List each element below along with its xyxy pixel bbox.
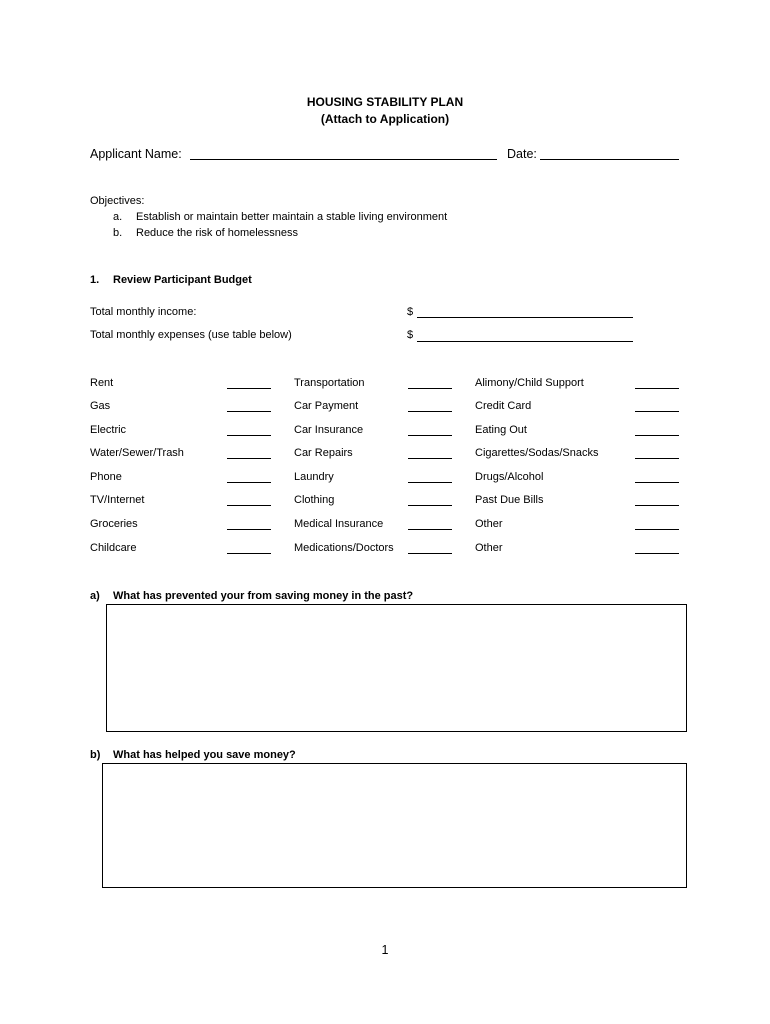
expense-field[interactable] — [635, 529, 679, 530]
section-number: 1. — [90, 274, 100, 286]
expense-field[interactable] — [635, 482, 679, 483]
expense-field[interactable] — [227, 553, 271, 554]
expenses-label: Total monthly expenses (use table below) — [90, 329, 292, 341]
expense-field[interactable] — [227, 411, 271, 412]
form-title: HOUSING STABILITY PLAN — [306, 95, 464, 109]
question-label: What has prevented your from saving money in the past? — [113, 590, 414, 602]
expense-label: Other — [475, 542, 503, 554]
applicant-name-field[interactable] — [190, 159, 497, 160]
expense-field[interactable] — [635, 505, 679, 506]
expense-label: Gas — [90, 400, 111, 412]
expense-label: Alimony/Child Support — [475, 377, 584, 389]
expense-label: Laundry — [294, 471, 334, 483]
answer-box-prevented-saving[interactable] — [106, 604, 687, 732]
question-label: What has helped you save money? — [113, 749, 296, 761]
expenses-field[interactable] — [417, 341, 633, 342]
expense-field[interactable] — [635, 411, 679, 412]
expense-label: Other — [475, 518, 503, 530]
expense-field[interactable] — [227, 505, 271, 506]
objective-marker: a. — [113, 211, 123, 223]
expense-field[interactable] — [408, 553, 452, 554]
expense-label: Medical Insurance — [294, 518, 384, 530]
date-label: Date: — [507, 147, 537, 161]
expense-label: Medications/Doctors — [294, 542, 394, 554]
income-label: Total monthly income: — [90, 306, 197, 318]
expense-label: Transportation — [294, 377, 365, 389]
currency-symbol: $ — [407, 329, 414, 341]
expense-field[interactable] — [635, 458, 679, 459]
expense-field[interactable] — [408, 458, 452, 459]
expense-field[interactable] — [408, 505, 452, 506]
applicant-name-label: Applicant Name: — [90, 147, 182, 161]
expense-field[interactable] — [227, 388, 271, 389]
question-marker: b) — [90, 749, 101, 761]
expense-label: Phone — [90, 471, 122, 483]
expense-label: Car Insurance — [294, 424, 364, 436]
expense-field[interactable] — [227, 529, 271, 530]
expense-label: Past Due Bills — [475, 494, 544, 506]
expense-label: Groceries — [90, 518, 138, 530]
expense-field[interactable] — [635, 553, 679, 554]
expense-field[interactable] — [408, 529, 452, 530]
expense-label: Drugs/Alcohol — [475, 471, 544, 483]
expense-label: Car Repairs — [294, 447, 353, 459]
expense-field[interactable] — [635, 435, 679, 436]
form-subtitle: (Attach to Application) — [320, 112, 450, 126]
section-heading: Review Participant Budget — [113, 274, 252, 286]
expense-label: Clothing — [294, 494, 335, 506]
expense-field[interactable] — [408, 411, 452, 412]
expense-label: Childcare — [90, 542, 137, 554]
objective-item: Establish or maintain better maintain a stable living environment — [136, 211, 448, 223]
expense-field[interactable] — [227, 482, 271, 483]
expense-field[interactable] — [408, 482, 452, 483]
question-marker: a) — [90, 590, 100, 602]
expense-label: Eating Out — [475, 424, 527, 436]
objective-marker: b. — [113, 227, 123, 239]
date-field[interactable] — [540, 159, 679, 160]
expense-label: Cigarettes/Sodas/Snacks — [475, 447, 599, 459]
objectives-label: Objectives: — [90, 195, 145, 207]
expense-field[interactable] — [408, 388, 452, 389]
expense-field[interactable] — [227, 435, 271, 436]
expense-label: Electric — [90, 424, 127, 436]
answer-box-helped-saving[interactable] — [102, 763, 687, 888]
expense-label: Credit Card — [475, 400, 532, 412]
currency-symbol: $ — [407, 306, 414, 318]
expense-field[interactable] — [227, 458, 271, 459]
expense-field[interactable] — [408, 435, 452, 436]
expense-label: Rent — [90, 377, 114, 389]
expense-label: TV/Internet — [90, 494, 145, 506]
expense-label: Water/Sewer/Trash — [90, 447, 184, 459]
page-number: 1 — [381, 943, 389, 957]
expense-field[interactable] — [635, 388, 679, 389]
objective-item: Reduce the risk of homelessness — [136, 227, 299, 239]
income-field[interactable] — [417, 317, 633, 318]
expense-label: Car Payment — [294, 400, 359, 412]
